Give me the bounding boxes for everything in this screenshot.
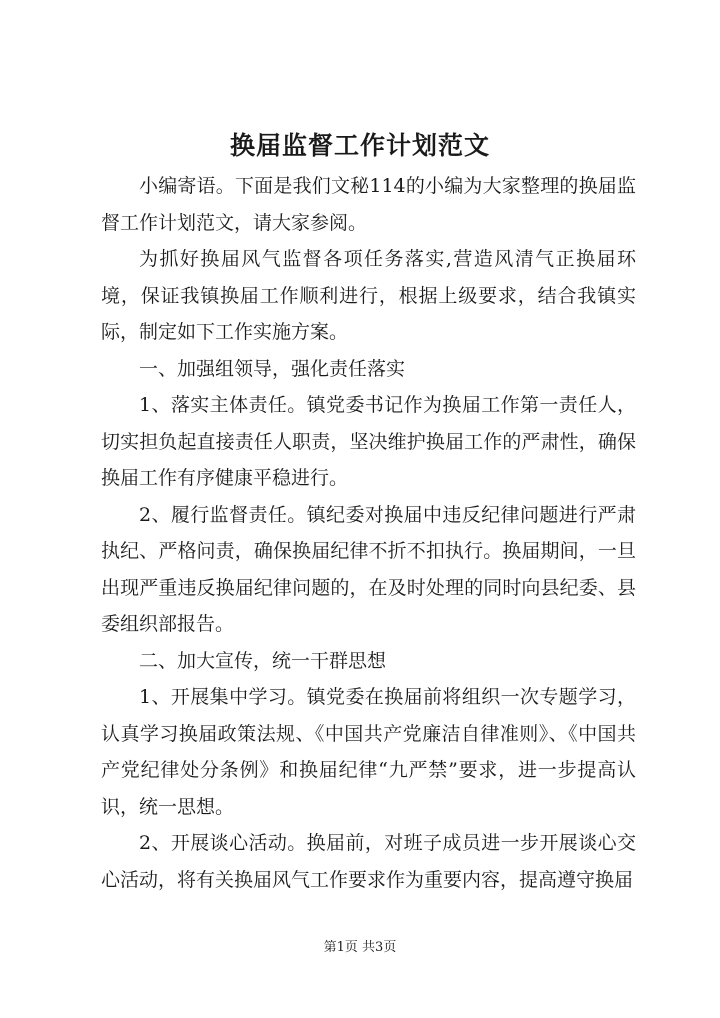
document-title: 换届监督工作计划范文 [229, 131, 490, 160]
paragraph-supervision-responsibility: 2、履行监督责任。镇纪委对换届中违反纪律问题进行严肃执纪、严格问责，确保换届纪律不折不扣执行。换届期间，一旦出现严重违反换届纪律问题的，在及时处理的同时向县纪委、县委组织部报告。 [101, 503, 636, 635]
page-number-footer: 第1页 共3页 [323, 940, 397, 955]
paragraph-main-responsibility: 1、落实主体责任。镇党委书记作为换届工作第一责任人，切实担负起直接责任人职责，坚决维护换届工作的严肃性，确保换届工作有序健康平稳进行。 [101, 394, 636, 489]
document-body [101, 168, 636, 898]
paragraph-intro: 小编寄语。下面是我们文秘114的小编为大家整理的换届监督工作计划范文，请大家参阅。 [101, 175, 636, 234]
paragraph-heart-to-heart-talks: 2、开展谈心活动。换届前，对班子成员进一步开展谈心交心活动，将有关换届风气工作要求作为重要内容，提高遵守换届 [101, 832, 636, 891]
paragraph-purpose: 为抓好换届风气监督各项任务落实,营造风清气正换届环境，保证我镇换届工作顺利进行，根据上级要求，结合我镇实际，制定如下工作实施方案。 [101, 248, 636, 343]
paragraph-collective-study: 1、开展集中学习。镇党委在换届前将组织一次专题学习，认真学习换届政策法规、《中国共产党廉洁自律准则》、《中国共产党纪律处分条例》和换届纪律“九严禁”要求，进一步提高认识，统一思想。 [101, 686, 636, 818]
section-heading-2: 二、加大宣传，统一干群思想 [139, 649, 387, 672]
section-heading-1: 一、加强组领导，强化责任落实 [139, 357, 406, 380]
